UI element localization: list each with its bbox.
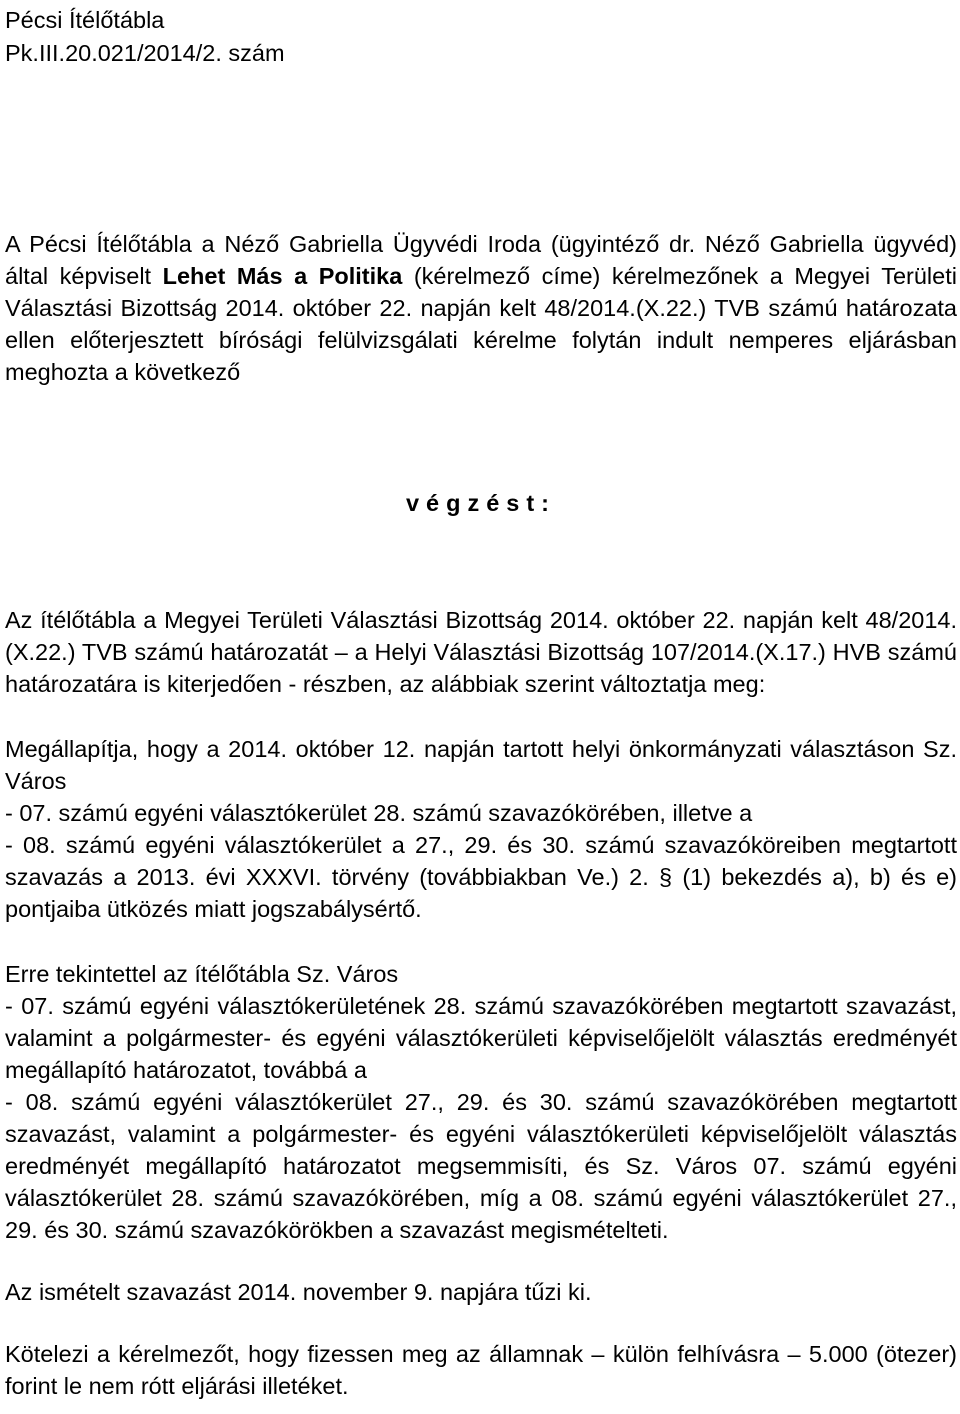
intro-text-end: (kérelmező címe) kérelmezőnek a Megyei Területi Választási Bizottság 2014. október 22. napján kelt 48/2014.(X.22.) TVB számú határozata ellen előterjesztett bírósági felülvizsgálati kérelme folytán indult nemperes eljárásban meghozta a következő [5, 263, 957, 385]
document-header [5, 0, 957, 70]
consequence-line-3: - 08. számú egyéni választókerület 27., 29. és 30. számú szavazókörében megtartott szavazást, valamint a polgármester- és egyéni választókerületi képviselőjelölt választás eredményét megállapító határozatot megsemmisíti, és Sz. Város 07. számú egyéni választókerület 28. számú szavazókörében, míg a 08. számú egyéni választókerület 27., 29. és 30. számú szavazókörökben a szavazást megismételteti. [5, 1089, 957, 1243]
finding-line-1: Megállapítja, hogy a 2014. október 12. napján tartott helyi önkormányzati választáson Sz. Város [5, 736, 957, 794]
document-page [5, 0, 957, 1402]
court-name: Pécsi Ítélőtábla [5, 7, 165, 33]
costs-paragraph: Kötelezi a kérelmezőt, hogy fizessen meg az államnak – külön felhívásra – 5.000 (ötezer) forint le nem rótt eljárási illetéket. [5, 1341, 957, 1399]
intro-paragraph [5, 228, 957, 388]
finding-line-3: - 08. számú egyéni választókerület a 27., 29. és 30. számú szavazóköreiben megtartott szavazás a 2013. évi XXXVI. törvény (továbbiakban Ve.) 2. § (1) bekezdés a), b) és e) pontjaiba ütközés miatt jogszabálysértő. [5, 832, 957, 922]
decision-heading: végzést: [405, 490, 557, 516]
consequence-line-1: Erre tekintettel az ítélőtábla Sz. Város [5, 961, 399, 987]
consequence-section [5, 958, 957, 1246]
consequence-line-2: - 07. számú egyéni választókerületének 28. számú szavazókörében megtartott szavazást, valamint a polgármester- és egyéni választókerületi képviselőjelölt választás eredményét megállapító határozatot, továbbá a [5, 993, 957, 1083]
finding-section [5, 733, 957, 925]
party-name: Lehet Más a Politika [162, 263, 403, 289]
finding-line-2: - 07. számú egyéni választókerület 28. számú szavazókörében, illetve a [5, 800, 753, 826]
repeat-date-paragraph: Az ismételt szavazást 2014. november 9. napjára tűzi ki. [5, 1279, 592, 1305]
case-number: Pk.III.20.021/2014/2. szám [5, 40, 285, 66]
order-paragraph: Az ítélőtábla a Megyei Területi Választási Bizottság 2014. október 22. napján kelt 48/2014.(X.22.) TVB számú határozatát – a Helyi Választási Bizottság 107/2014.(X.17.) HVB számú határozatára is kiterjedően - részben, az alábbiak szerint változtatja meg: [5, 607, 957, 697]
intro-text-start: A Pécsi Ítélőtábla a Néző Gabriella Ügyvédi Iroda (ügyintéző dr. Néző Gabriella ügyvéd) által képviselt [5, 231, 957, 289]
